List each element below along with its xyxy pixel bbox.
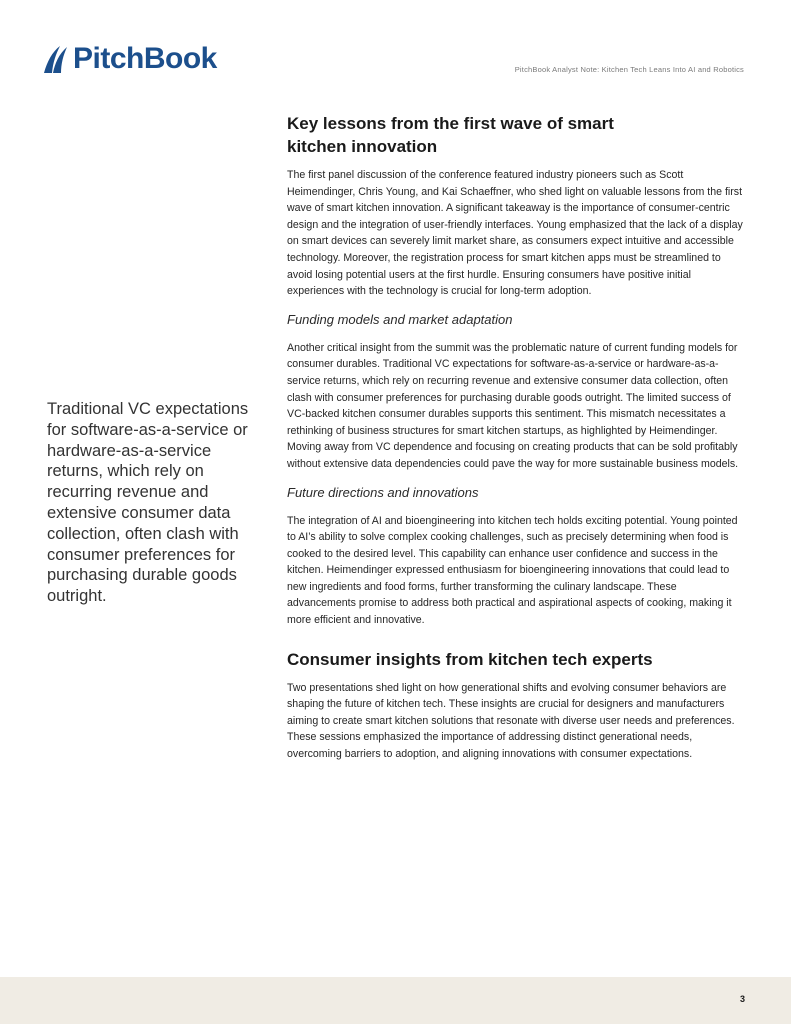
paragraph-funding-models: Another critical insight from the summit was the problematic nature of current funding models for consumer durables. Traditional VC expectations for software-as-a-service or hardware-as-a-service returns, which rely on recurring revenue and extensive consumer data collection, often clash with consumer preferences for purchasing durable goods outright. The limited success of VC-backed kitchen consumer durables supports this sentiment. This mismatch necessitates a rethinking of business structures for smart kitchen startups, as highlighted by Heimendinger. Moving away from VC dependence and focusing on creating products that can be sold profitably without extensive data dependencies could pave the way for more sustainable business models. [287, 341, 739, 470]
subheading-funding-models: Funding models and market adaptation [287, 311, 513, 327]
subheading-future-directions: Future directions and innovations [287, 484, 479, 500]
brand-name: PitchBook [73, 42, 217, 75]
pitchbook-leaf-icon [41, 42, 69, 76]
section-heading-consumer-insights: Consumer insights from kitchen tech experts [287, 649, 653, 669]
main-content [287, 112, 743, 763]
footer-band [0, 977, 791, 1024]
paragraph-future-directions: The integration of AI and bioengineering into kitchen tech holds exciting potential. Young pointed to AI’s ability to solve complex cooking challenges, such as precisely determining when food is cooked to the desired level. This capability can enhance user confidence and success in the kitchen. Heimendinger expressed enthusiasm for bioengineering innovations that could lead to new ingredients and food forms, further transforming the culinary landscape. These advancements promise to address both practical and aspirational aspects of cooking, making it more efficient and innovative. [287, 514, 738, 627]
paragraph-key-lessons: The first panel discussion of the conference featured industry pioneers such as Scott Heimendinger, Chris Young, and Kai Schaeffner, who shed light on valuable lessons from the first wave of smart kitchen innovation. A significant takeaway is the importance of consumer-centric design and the integration of user-friendly interfaces. Young emphasized that the lack of a display on smart devices can severely limit market share, as consumers expect intuitive and accessible technology. Moreover, the registration process for smart kitchen apps must be streamlined to avoid losing potential users at the first hurdle. Ensuring consumers have positive initial experiences with the technology is crucial for long-term adoption. [287, 169, 743, 298]
pull-quote: Traditional VC expectations for software-as-a-service or hardware-as-a-service returns, which rely on recurring revenue and extensive consumer data collection, often clash with consumer preferences for purchasing durable goods outright. [47, 400, 249, 606]
paragraph-consumer-insights: Two presentations shed light on how generational shifts and evolving consumer behaviors are shaping the future of kitchen tech. These insights are crucial for designers and manufacturers aiming to create smart kitchen solutions that resonate with diverse user needs and preferences. These sessions emphasized the importance of addressing distinct generational needs, overcoming barriers to adoption, and aligning innovations with consumer expectations. [287, 681, 735, 761]
section-heading-key-lessons: Key lessons from the first wave of smart kitchen innovation [287, 114, 614, 156]
page-number: 3 [739, 994, 745, 1004]
header-note: PitchBook Analyst Note: Kitchen Tech Leans Into AI and Robotics [514, 65, 744, 74]
pitchbook-logo [41, 40, 217, 78]
